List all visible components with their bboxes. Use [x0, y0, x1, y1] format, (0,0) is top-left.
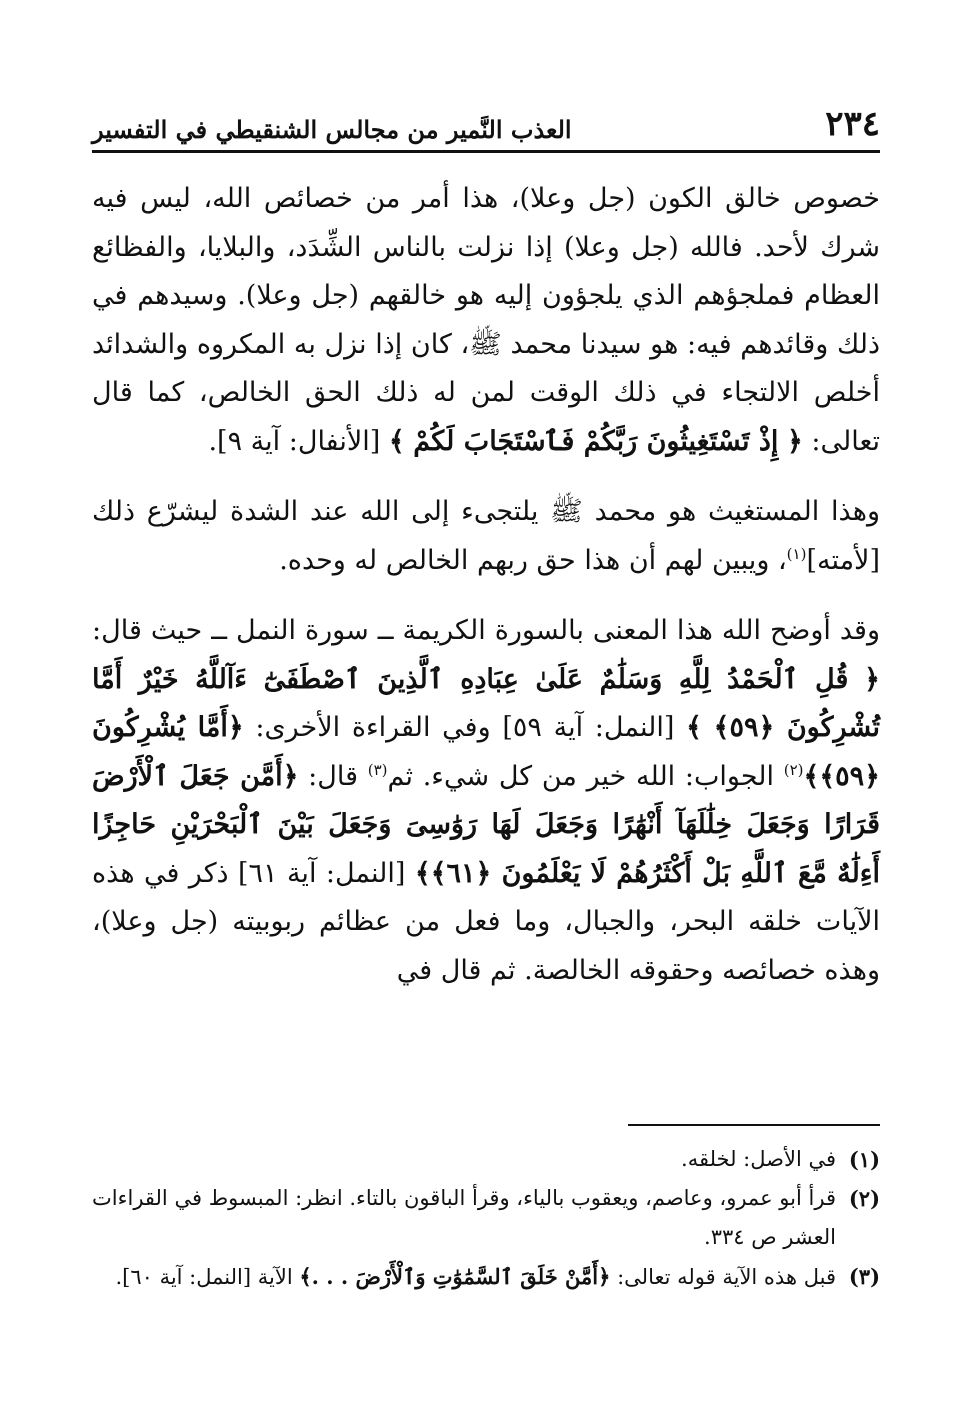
quran-open-brace: ﴿: [864, 663, 880, 695]
page-number: ٢٣٤: [825, 104, 880, 144]
quran-verse: إِذْ تَسْتَغِيثُونَ رَبَّكُمْ فَٱسْتَجَابَ لَكُمْ: [413, 425, 779, 457]
footnote-text-part: قبل هذه الآية قوله تعالى:: [610, 1265, 836, 1289]
footnotes: [92, 1140, 880, 1297]
quran-close-brace: ﴾: [414, 857, 431, 889]
footnote-3: [92, 1257, 880, 1297]
quran-verse: أَمَّنْ خَلَقَ ٱلسَّمَٰوَٰتِ وَٱلْأَرْضَ . . .: [311, 1264, 599, 1289]
running-title: العذب النَّمير من مجالس الشنقيطي في التفسير: [92, 115, 572, 144]
quran-open-brace: ﴿: [786, 425, 803, 457]
footnote-number: (٣): [848, 1264, 880, 1289]
quran-open-brace: ﴿: [227, 712, 244, 743]
footnote-separator: [628, 1124, 880, 1126]
quran-verse: أَمَّا يُشْرِكُونَ ﴿٥٩﴾: [92, 712, 880, 792]
paragraph-1: [92, 175, 880, 466]
footnote-number: (١): [848, 1147, 880, 1172]
quran-verse: أَمَّن جَعَلَ ٱلْأَرْضَ قَرَارًا وَجَعَلَ خِلَٰلَهَآ أَنْهَٰرًا وَجَعَلَ لَهَا رَوَٰسِىَ وَجَعَلَ بَيْنَ ٱلْبَحْرَيْنِ حَاجِزًا أَءِلَٰهٌ مَّعَ ٱللَّهِ بَلْ أَكْثَرُهُمْ لَا يَعْلَمُونَ ﴿٦١﴾: [92, 760, 880, 889]
footnote-ref-1[interactable]: (١): [786, 544, 807, 563]
footnote-number: (٢): [848, 1186, 880, 1211]
quran-close-brace: ﴾: [686, 712, 702, 743]
paragraph-text: [النمل: آية ٥٩] وفي القراءة الأخرى:: [243, 712, 687, 743]
paragraph-text: وقد أوضح الله هذا المعنى بالسورة الكريمة ــ سورة النمل ــ حيث قال:: [92, 615, 880, 646]
paragraph-text: [النمل: آية ٦١] ذكر في هذه الآيات خلقه البحر، والجبال، وما فعل من عظائم ربوبيته (جل وعلا)، وهذه خصائصه وحقوقه الخالصة. ثم قال في: [92, 857, 880, 986]
quran-open-brace: ﴿: [282, 760, 299, 792]
quran-close-brace: ﴾: [803, 760, 820, 792]
footnote-1: [92, 1140, 880, 1179]
quran-open-brace: ﴿: [598, 1264, 611, 1289]
footnote-ref-3[interactable]: (٣): [367, 760, 388, 779]
paragraph-text: خصوص خالق الكون (جل وعلا)، هذا أمر من خصائص الله، ليس فيه شرك لأحد. فالله (جل وعلا) إذا نزلت بالناس الشِّدَد، والبلايا، والفظائع العظام فملجؤهم الذي يلجؤون إليه هو خالقهم (جل وعلا). وسيدهم في ذلك وقائدهم فيه: هو سيدنا محمد ﷺ، كان إذا نزل به المكروه والشدائد أخلص الالتجاء في ذلك الوقت لمن له ذلك الحق الخالص، كما قال تعالى:: [92, 183, 880, 457]
paragraph-text: وهذا المستغيث هو محمد ﷺ يلتجىء إلى الله عند الشدة ليشرّع ذلك [لأمته]: [92, 496, 880, 576]
footnote-text-part: الآية [النمل: آية ٦٠].: [115, 1265, 300, 1289]
paragraph-text: ، ويبين لهم أن هذا حق ربهم الخالص له وحده.: [279, 544, 787, 576]
quran-close-brace: ﴾: [388, 425, 405, 457]
paragraph-text: قال:: [298, 760, 368, 792]
paragraph-text: [الأنفال: آية ٩].: [208, 425, 389, 457]
footnote-2: [92, 1179, 880, 1257]
footnote-text: قرأ أبو عمرو، وعاصم، ويعقوب بالياء، وقرأ الباقون بالتاء. انظر: المبسوط في القراءات العشر ص ٣٣٤.: [92, 1186, 836, 1249]
page-header: [92, 100, 880, 144]
header-rule: [92, 150, 880, 153]
footnote-text: [92, 1257, 836, 1297]
paragraph-2: [92, 488, 880, 585]
footnote-ref-2[interactable]: (٢): [783, 760, 804, 779]
paragraph-3: [92, 607, 880, 995]
footnote-text: في الأصل: لخلقه.: [681, 1147, 836, 1171]
paragraph-text: الجواب: الله خير من كل شيء. ثم: [387, 760, 784, 792]
quran-close-brace: ﴾: [299, 1264, 312, 1289]
quran-verse: قُلِ ٱلْحَمْدُ لِلَّهِ وَسَلَٰمٌ عَلَىٰ عِبَادِهِ ٱلَّذِينَ ٱصْطَفَىٰٓ ءَآللَّهُ خَيْرٌ أَمَّا تُشْرِكُونَ ﴿٥٩﴾: [92, 663, 880, 743]
